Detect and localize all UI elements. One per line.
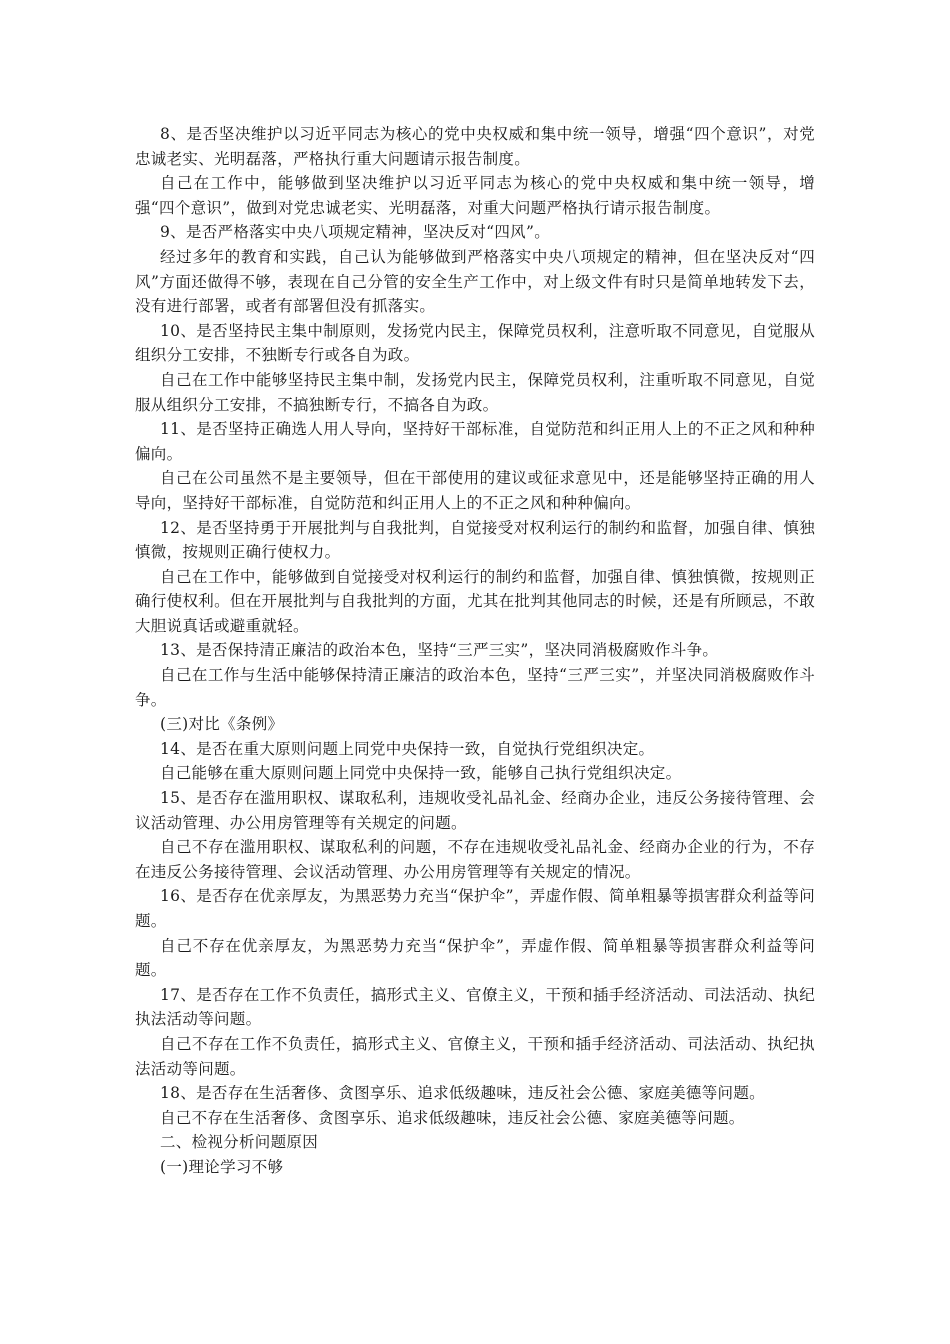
subsection-heading-theory-study: (一)理论学习不够: [160, 1157, 284, 1176]
paragraph-answer-13: 自己在工作与生活中能够保持清正廉洁的政治本色，坚持“三严三实”，并坚决同消极腐败作斗争。: [135, 666, 815, 709]
paragraph-answer-11: 自己在公司虽然不是主要领导，但在干部使用的建议或征求意见中，还是能够坚持正确的用人导向，坚持好干部标准，自觉防范和纠正用人上的不正之风和种种偏向。: [135, 469, 815, 512]
paragraph-answer-16: 自己不存在优亲厚友，为黑恶势力充当“保护伞”，弄虚作假、简单粗暴等损害群众利益等问题。: [135, 936, 815, 980]
document-body: [135, 122, 815, 1180]
paragraph-answer-8: 自己在工作中，能够做到坚决维护以习近平同志为核心的党中央权威和集中统一领导，增强“四个意识”，做到对党忠诚老实、光明磊落，对重大问题严格执行请示报告制度。: [135, 174, 815, 217]
paragraph-item-18: 18、是否存在生活奢侈、贪图享乐、追求低级趣味，违反社会公德、家庭美德等问题。: [160, 1084, 765, 1103]
paragraph-item-14: 14、是否在重大原则问题上同党中央保持一致，自觉执行党组织决定。: [160, 739, 655, 758]
paragraph-answer-9: 经过多年的教育和实践，自己认为能够做到严格落实中央八项规定的精神，但在坚决反对“四风”方面还做得不够，表现在自己分管的安全生产工作中，对上级文件有时只是简单地转发下去，没有进行部署，或者有部署但没有抓落实。: [135, 247, 815, 316]
paragraph-answer-14: 自己能够在重大原则问题上同党中央保持一致，能够自己执行党组织决定。: [160, 764, 682, 783]
paragraph-item-13: 13、是否保持清正廉洁的政治本色，坚持“三严三实”，坚决同消极腐败作斗争。: [160, 641, 719, 660]
paragraph-answer-18: 自己不存在生活奢侈、贪图享乐、追求低级趣味，违反社会公德、家庭美德等问题。: [160, 1108, 745, 1127]
paragraph-answer-12: 自己在工作中，能够做到自觉接受对权利运行的制约和监督，加强自律、慎独慎微，按规则正确行使权利。但在开展批判与自我批判的方面，尤其在批判其他同志的时候，还是有所顾忌，不敢大胆说真话或避重就轻。: [135, 567, 815, 635]
paragraph-item-11: 11、是否坚持正确选人用人导向，坚持好干部标准，自觉防范和纠正用人上的不正之风和种种偏向。: [135, 420, 815, 463]
section-heading-cause-analysis: 二、检视分析问题原因: [160, 1133, 319, 1152]
paragraph-item-17: 17、是否存在工作不负责任，搞形式主义、官僚主义，干预和插手经济活动、司法活动、执纪执法活动等问题。: [135, 985, 815, 1029]
paragraph-answer-17: 自己不存在工作不负责任，搞形式主义、官僚主义，干预和插手经济活动、司法活动、执纪执法活动等问题。: [135, 1034, 815, 1078]
paragraph-item-12: 12、是否坚持勇于开展批判与自我批判，自觉接受对权利运行的制约和监督，加强自律、慎独慎微，按规则正确行使权力。: [135, 518, 815, 562]
paragraph-item-16: 16、是否存在优亲厚友，为黑恶势力充当“保护伞”，弄虚作假、简单粗暴等损害群众利益等问题。: [135, 887, 815, 930]
paragraph-item-10: 10、是否坚持民主集中制原则，发扬党内民主，保障党员权利，注意听取不同意见，自觉服从组织分工安排，不独断专行或各自为政。: [135, 321, 815, 365]
paragraph-item-9: 9、是否严格落实中央八项规定精神，坚决反对“四风”。: [160, 223, 551, 242]
paragraph-answer-15: 自己不存在滥用职权、谋取私利的问题，不存在违规收受礼品礼金、经商办企业的行为，不存在违反公务接待管理、会议活动管理、办公用房管理等有关规定的情况。: [135, 838, 815, 881]
paragraph-item-15: 15、是否存在滥用职权、谋取私利，违规收受礼品礼金、经商办企业，违反公务接待管理、会议活动管理、办公用房管理等有关规定的问题。: [135, 789, 815, 832]
paragraph-answer-10: 自己在工作中能够坚持民主集中制，发扬党内民主，保障党员权利，注重听取不同意见，自觉服从组织分工安排，不搞独断专行，不搞各自为政。: [135, 370, 815, 414]
paragraph-item-8: 8、是否坚决维护以习近平同志为核心的党中央权威和集中统一领导，增强“四个意识”，对党忠诚老实、光明磊落，严格执行重大问题请示报告制度。: [135, 125, 815, 168]
section-heading-regulations: (三)对比《条例》: [160, 715, 284, 734]
